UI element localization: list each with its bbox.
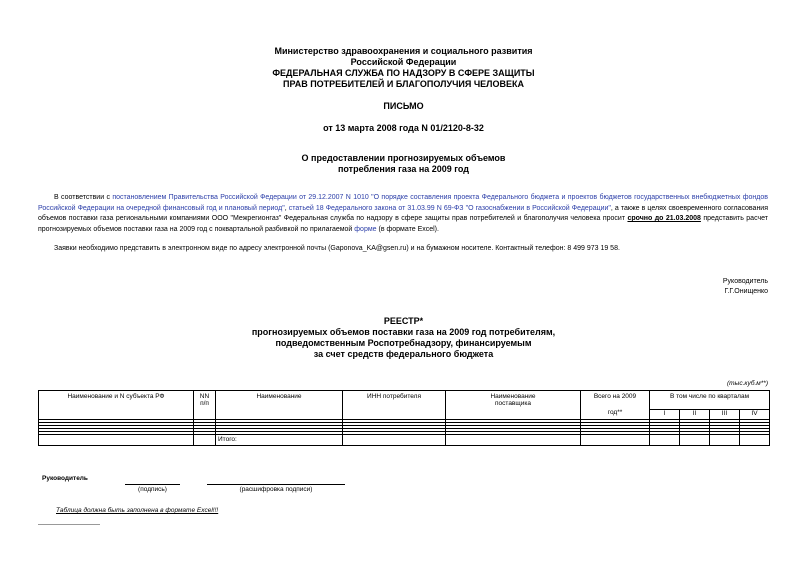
col-supplier-header — [446, 391, 581, 420]
col-quarters-header: В том числе по кварталам — [650, 391, 770, 410]
col-subject-header: Наименование и N субъекта РФ — [39, 391, 194, 420]
p1-text-b: , — [284, 204, 289, 212]
col-supplier-label: Наименование — [490, 393, 536, 400]
p1-text-a: В соответствии с — [54, 194, 113, 201]
p1-text-e: (в формате Excel). — [376, 225, 439, 233]
col-inn-header: ИНН потребителя — [343, 391, 446, 420]
document-subject-line1: О предоставлении прогнозируемых объемов — [301, 153, 506, 163]
col-supplier-label2: поставщика — [495, 400, 531, 407]
ministry-name-line2: Российской Федерации — [350, 57, 457, 67]
registry-table — [38, 390, 770, 446]
col-q4-header: IV — [740, 410, 770, 420]
col-total-label: Всего на 2009 — [593, 393, 637, 400]
signature-line-label: (подпись) — [138, 486, 167, 493]
p1-text-c: , а также в целях своевременного согласования объемов поставки газа региональными компаниями ООО "Межрегионгаз" Федеральная служба по надзору в сфере защиты прав потребителей и благополучия человека просит — [38, 204, 769, 222]
col-total-header — [581, 391, 650, 420]
registry-title: РЕЕСТР* — [383, 316, 424, 326]
signature-name: Г.Г.Онищенко — [724, 288, 768, 295]
col-q3-header: III — [710, 410, 740, 420]
footnote-separator — [38, 524, 100, 525]
deadline-text: срочно до 21.03.2008 — [627, 215, 701, 222]
col-name-header: Наименование — [216, 391, 343, 420]
excel-format-note: Таблица должна быть заполнена в формате Excel!!! — [56, 507, 219, 514]
total-row — [39, 435, 770, 446]
registry-subtitle-line2: подведомственным Роспотребнадзору, финансируемым — [275, 338, 532, 348]
service-name-line2: ПРАВ ПОТРЕБИТЕЛЕЙ И БЛАГОПОЛУЧИЯ ЧЕЛОВЕКА — [283, 79, 524, 89]
signature-title: Руководитель — [722, 278, 768, 285]
body-paragraph-2: Заявки необходимо представить в электронном виде по адресу электронной почты (Gaponova_KA@gsen.ru) и на бумажном носителе. Контактный телефон: 8 499 973 19 58. — [54, 245, 620, 252]
ministry-name-line1: Министерство здравоохранения и социального развития — [274, 46, 533, 56]
col-q2-header: II — [680, 410, 710, 420]
document-type: ПИСЬМО — [383, 101, 424, 111]
document-subject-line2: потребления газа на 2009 год — [337, 164, 470, 174]
footer-head-label: Руководитель — [42, 475, 88, 482]
registry-subtitle-line3: за счет средств федерального бюджета — [313, 349, 494, 359]
col-number-label2: п/п — [200, 400, 209, 407]
total-label: Итого: — [216, 435, 343, 446]
registry-units: (тыс.куб.м**) — [726, 380, 768, 387]
decree-1010-link[interactable]: постановлением Правительства Российской Федерации от 29.12.2007 N 1010 "О порядке составления проекта Федерального бюджета и проектов бюджетов государственных внебюджетных фондов Российской Федерации на очередной финансовый год и плановый период" — [38, 194, 768, 212]
body-paragraph-1 — [38, 193, 768, 235]
signature-line — [125, 484, 180, 485]
document-date-number: от 13 марта 2008 года N 01/2120-8-32 — [323, 123, 484, 133]
form-link[interactable]: форме — [354, 225, 377, 233]
decode-line — [207, 484, 345, 485]
federal-law-69-link[interactable]: статьей 18 Федерального закона от 31.03.99 N 69-ФЗ "О газоснабжении в Российской Федерации" — [288, 204, 611, 212]
service-name-line1: ФЕДЕРАЛЬНАЯ СЛУЖБА ПО НАДЗОРУ В СФЕРЕ ЗАЩИТЫ — [272, 68, 535, 78]
col-q1-header: I — [650, 410, 680, 420]
col-number-label: NN — [199, 393, 210, 400]
col-total-label2: год** — [607, 409, 623, 416]
registry-subtitle-line1: прогнозируемых объемов поставки газа на 2009 год потребителям, — [251, 327, 556, 337]
decode-line-label: (расшифровка подписи) — [239, 486, 313, 493]
col-number-header — [194, 391, 216, 420]
p1-text-d: представить расчет прогнозируемых объемов поставки газа на 2009 год с поквартальной разбивкой по прилагаемой — [38, 215, 769, 233]
